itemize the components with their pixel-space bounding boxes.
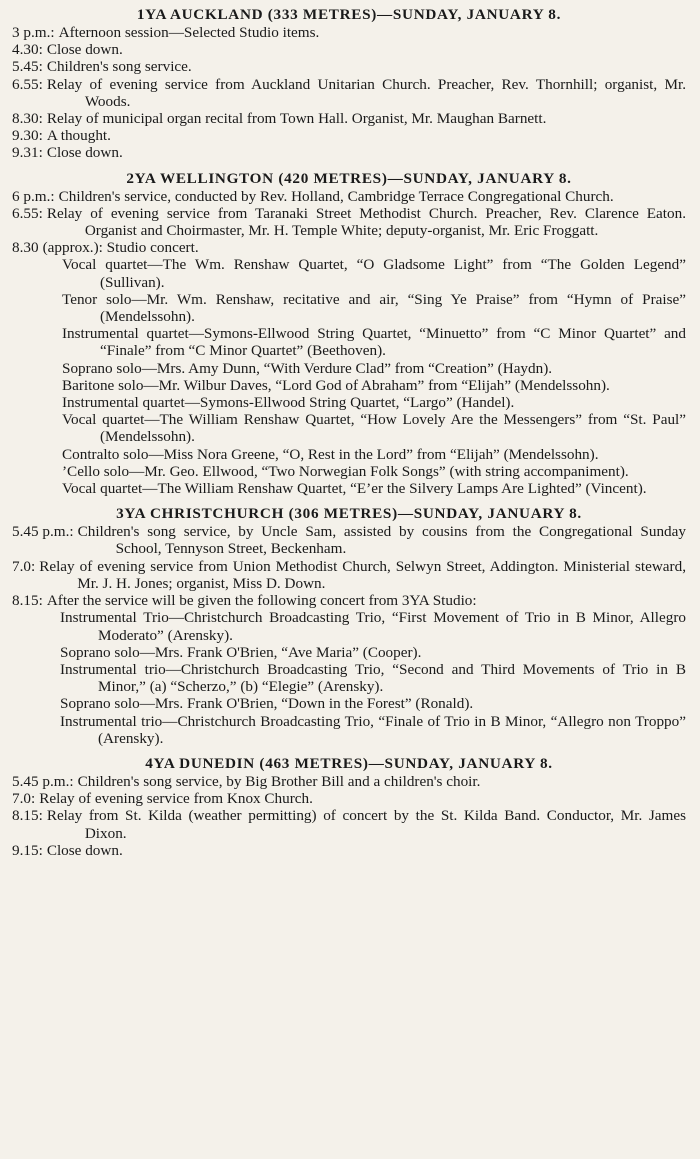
- list-item: [12, 807, 686, 841]
- list-item: [12, 58, 686, 75]
- program-item: Contralto solo—Miss Nora Greene, “O, Rest in the Lord” from “Elijah” (Mendelssohn).: [62, 445, 599, 463]
- program-item: Baritone solo—Mr. Wilbur Daves, “Lord God of Abraham” from “Elijah” (Mendelssohn).: [62, 376, 610, 394]
- item-text: Children's song service.: [46, 58, 192, 76]
- list-item: [12, 205, 686, 239]
- program-item: Instrumental trio—Christchurch Broadcasting Trio, “Finale of Trio in B Minor, “Allegro non Troppo” (Arensky).: [60, 712, 686, 747]
- list-item: [12, 188, 686, 205]
- item-text: Relay of evening service from Knox Church.: [39, 790, 313, 808]
- item-text: Afternoon session—Selected Studio items.: [58, 24, 320, 41]
- list-item: [12, 127, 686, 144]
- item-text: Close down.: [46, 841, 123, 859]
- section-2ya-wellington: [12, 170, 686, 498]
- program-item: Soprano solo—Mrs. Frank O'Brien, “Down in the Forest” (Ronald).: [60, 695, 474, 713]
- list-item: [12, 24, 686, 41]
- list-item: [12, 76, 686, 110]
- item-time: 4.30:: [12, 41, 43, 59]
- item-time: 7.0:: [12, 790, 36, 808]
- program-item: Instrumental quartet—Symons-Ellwood String Quartet, “Minuetto” from “C Minor Quartet” and “Finale” from “C Minor Quartet” (Beethoven).: [62, 325, 686, 360]
- section-heading: 1YA AUCKLAND (333 METRES)—SUNDAY, JANUARY 8.: [136, 6, 562, 23]
- program-item: Vocal quartet—The William Renshaw Quartet, “How Lovely Are the Messengers” from “St. Paul” (Mendelssohn).: [62, 411, 686, 446]
- section-heading: 3YA CHRISTCHURCH (306 METRES)—SUNDAY, JANUARY 8.: [116, 505, 582, 523]
- list-item: [12, 773, 686, 790]
- item-text: Children's song service, by Uncle Sam, assisted by cousins from the Congregational Sunday School, Tennyson Street, Beckenham.: [77, 523, 686, 558]
- program-item: Instrumental quartet—Symons-Ellwood String Quartet, “Largo” (Handel).: [62, 394, 515, 412]
- item-text: Relay of evening service from Union Methodist Church, Selwyn Street, Addington. Ministerial steward, Mr. J. H. Jones; organist, Miss D. Down.: [39, 557, 686, 592]
- item-time: 5.45 p.m.:: [12, 523, 74, 541]
- item-time: 5.45:: [12, 58, 43, 76]
- program-item: Soprano solo—Mrs. Frank O'Brien, “Ave Maria” (Cooper).: [60, 643, 422, 661]
- item-time: 9.15:: [12, 841, 43, 859]
- item-text: Relay of municipal organ recital from Town Hall. Organist, Mr. Maughan Barnett.: [46, 110, 547, 128]
- list-item: [12, 558, 686, 592]
- item-time: 9.31:: [12, 144, 43, 162]
- list-item: [12, 110, 686, 127]
- item-text: (approx.): Studio concert.: [42, 239, 199, 257]
- item-text: Close down.: [46, 144, 123, 162]
- section-heading: 2YA WELLINGTON (420 METRES)—SUNDAY, JANUARY 8.: [126, 169, 572, 187]
- program-item: Instrumental Trio—Christchurch Broadcasting Trio, “First Movement of Trio in B Minor, Allegro Moderato” (Arensky).: [60, 609, 686, 644]
- program-item: Soprano solo—Mrs. Amy Dunn, “With Verdure Clad” from “Creation” (Haydn).: [62, 359, 553, 377]
- item-time: 8.15:: [12, 592, 43, 610]
- item-time: 3 p.m.:: [12, 24, 55, 41]
- program-item: Instrumental trio—Christchurch Broadcasting Trio, “Second and Third Movements of Trio in B Minor,” (a) “Scherzo,” (b) “Elegie” (Arensky).: [60, 660, 686, 696]
- section-3ya-christchurch: [12, 505, 686, 747]
- section-heading: 4YA DUNEDIN (463 METRES)—SUNDAY, JANUARY 8.: [145, 754, 553, 772]
- item-text: After the service will be given the following concert from 3YA Studio:: [46, 592, 477, 610]
- program-item: Vocal quartet—The Wm. Renshaw Quartet, “O Gladsome Light” from “The Golden Legend” (Sullivan).: [62, 256, 686, 291]
- program-item: Vocal quartet—The William Renshaw Quartet, “E’er the Silvery Lamps Are Lighted” (Vincent).: [62, 480, 647, 498]
- section-1ya-auckland: [12, 6, 686, 162]
- list-item: [12, 592, 686, 609]
- list-item: [12, 523, 686, 557]
- item-text: Children's service, conducted by Rev. Holland, Cambridge Terrace Congregational Church.: [58, 187, 614, 205]
- item-time: 6.55:: [12, 75, 43, 93]
- item-text: A thought.: [46, 127, 111, 145]
- list-item: [12, 842, 686, 859]
- program-item: ’Cello solo—Mr. Geo. Ellwood, “Two Norwegian Folk Songs” (with string accompaniment).: [62, 462, 629, 480]
- list-item: [12, 41, 686, 58]
- item-text: Close down.: [46, 41, 123, 59]
- item-time: 8.30:: [12, 110, 43, 128]
- item-text: Relay from St. Kilda (weather permitting) of concert by the St. Kilda Band. Conductor, Mr. James Dixon.: [46, 807, 686, 842]
- item-time: 8.30: [12, 239, 39, 257]
- item-time: 6.55:: [12, 204, 43, 222]
- item-time: 6 p.m.:: [12, 187, 55, 205]
- list-item: [12, 790, 686, 807]
- item-text: Relay of evening service from Auckland Unitarian Church. Preacher, Rev. Thornhill; organist, Mr. Woods.: [46, 75, 686, 110]
- program-item: Tenor solo—Mr. Wm. Renshaw, recitative and air, “Sing Ye Praise” from “Hymn of Praise” (Mendelssohn).: [62, 290, 686, 326]
- item-time: 8.15:: [12, 807, 43, 825]
- item-time: 9.30:: [12, 127, 43, 145]
- item-time: 5.45 p.m.:: [12, 772, 74, 790]
- item-time: 7.0:: [12, 557, 36, 575]
- item-text: Relay of evening service from Taranaki Street Methodist Church. Preacher, Rev. Clarence Eaton. Organist and Choirmaster, Mr. H. Temple White; deputy-organist, Mr. Eric Froggatt.: [46, 204, 686, 240]
- item-text: Children's song service, by Big Brother Bill and a children's choir.: [77, 772, 481, 790]
- section-4ya-dunedin: [12, 755, 686, 859]
- list-item: [12, 239, 686, 256]
- list-item: [12, 144, 686, 161]
